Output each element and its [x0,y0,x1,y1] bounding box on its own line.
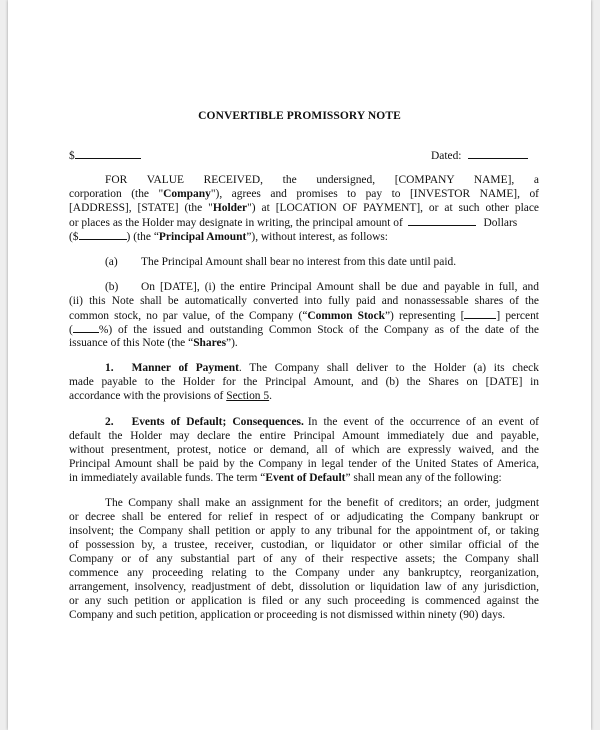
dated-label: Dated: [431,150,462,162]
section-2-heading: Events of Default; Consequences. [131,416,304,428]
section-2-line-2: default the Holder may declare the entire Principal Amount immediately due and payable, [69,430,539,442]
item-b-line-1: On [DATE], (i) the entire Principal Amount shall be due and payable in full, and [141,281,539,293]
amount-blank [75,148,141,159]
section-1-line-3: accordance with the provisions of Section 5. [69,390,272,402]
item-a-marker: (a) [105,256,118,268]
principal-amount-figure-blank [79,229,127,240]
event-of-default-defined-term: Event of Default [265,472,346,484]
intro-line-5: ($ ) (the “Principal Amount”), without interest, as follows: [69,231,388,243]
intro-line-2: corporation (the "Company"), agrees and promises to pay to [INVESTOR NAME], of [69,188,539,200]
item-b-line-5: issuance of this Note (the “Shares”). [69,337,238,349]
default-para-line-5: Company or of any substantial part of any of their respective assets; the Company shall [69,553,539,565]
percent-words-blank [464,308,496,319]
item-b-line-3: common stock, no par value, of the Company (“Common Stock”) representing [ ] percent [69,310,539,322]
amount-line [69,148,141,163]
section-2-line-4: Principal Amount shall be paid by the Company in legal tender of the United States of America, [69,458,539,470]
item-a-text: The Principal Amount shall bear no interest from this date until paid. [141,256,457,268]
section-2-line-3: without presentment, protest, notice or demand, all of which are expressly waived, and the [69,444,539,456]
default-para-line-6: commence any proceeding relating to the Company under any bankruptcy, reorganization, [69,567,539,579]
principal-amount-words-blank [408,215,476,226]
shares-defined-term: Shares [193,337,227,349]
section-1-line-1: 1. Manner of Payment. The Company shall deliver to the Holder (a) its check [105,362,539,374]
default-para-line-7: arrangement, insolvency, readjustment of debt, dissolution or liquidation law of any jurisdiction, [69,581,539,593]
default-para-line-3: insolvent; the Company shall petition or apply to any tribunal for the appointment of, or taking [69,525,539,537]
document-page [8,0,591,730]
default-para-line-1: The Company shall make an assignment for the benefit of creditors; an order, judgment [105,497,539,509]
item-b-marker: (b) [105,281,119,293]
section-1-number: 1. [105,362,114,374]
default-para-line-9: Company and such petition, application or proceeding is not dismissed within ninety (90) days. [69,609,506,621]
holder-defined-term: Holder [212,202,248,214]
percent-figure-blank [73,322,99,333]
section-2-line-5: in immediately available funds. The term “Event of Default” shall mean any of the following: [69,472,502,484]
section-5-reference: Section 5 [226,390,270,402]
section-2-number: 2. [105,416,114,428]
section-1-heading: Manner of Payment [131,362,239,374]
intro-line-4: or places as the Holder may designate in writing, the principal amount of Dollars [69,217,518,229]
item-b-line-2: (ii) this Note shall be automatically converted into fully paid and nonassessable shares of the [69,295,539,307]
intro-line-1: FOR VALUE RECEIVED, the undersigned, [COMPANY NAME], a [105,174,539,186]
dated-blank [468,148,528,159]
default-para-line-2: or decree shall be entered for relief in respect of or adjudicating the Company bankrupt or [69,511,539,523]
default-para-line-8: or any such petition or application is filed or any such proceeding is commenced against the [69,595,539,607]
dated-line [431,148,528,163]
amount-prefix: $ [69,150,75,162]
common-stock-defined-term: Common Stock [307,310,385,322]
section-1-line-2: made payable to the Holder for the Principal Amount, and (b) the Shares on [DATE] in [69,376,539,388]
section-2-line-1: 2. Events of Default; Consequences. In the event of the occurrence of an event of [105,416,539,428]
item-b-line-4: ( %) of the issued and outstanding Common Stock of the Company as of the date of the [69,324,539,336]
company-defined-term: Company [163,188,211,200]
document-title: CONVERTIBLE PROMISSORY NOTE [198,110,401,122]
intro-line-3: [ADDRESS], [STATE] (the "Holder") at [LOCATION OF PAYMENT], or at such other place [69,202,539,214]
default-para-line-4: of possession by, a trustee, receiver, custodian, or liquidator or other similar official of the [69,539,539,551]
principal-amount-defined-term: Principal Amount [158,231,247,243]
